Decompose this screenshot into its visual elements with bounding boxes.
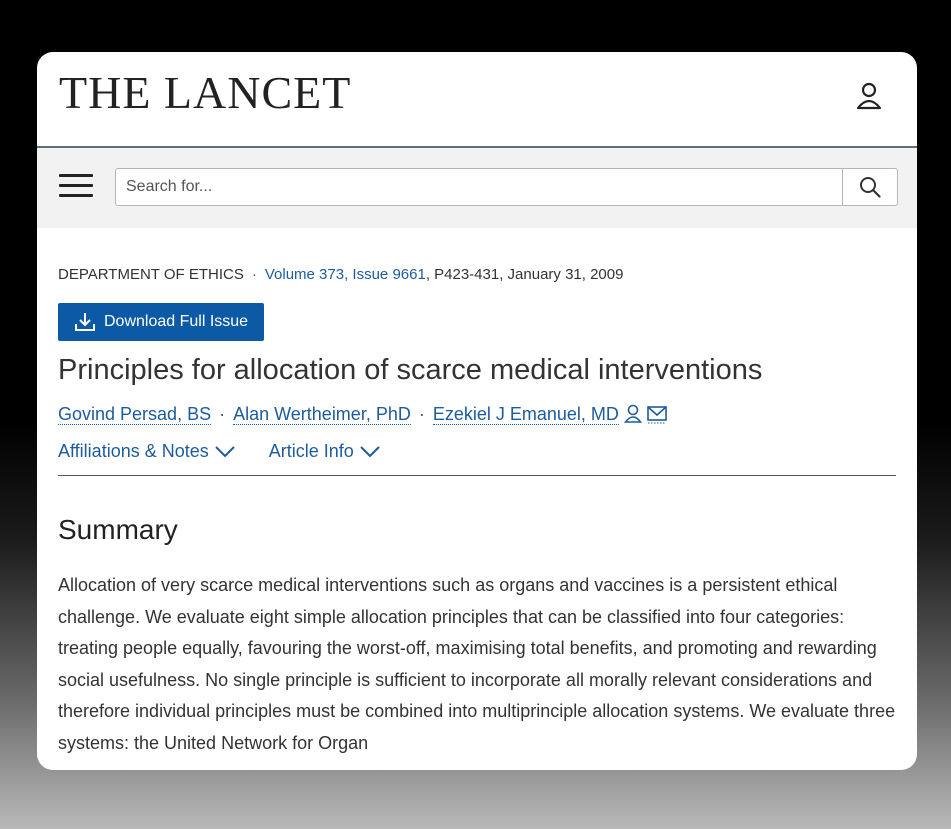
article-meta (58, 266, 896, 286)
author-link[interactable]: Alan Wertheimer, PhD (233, 403, 411, 424)
summary-text: Allocation of very scarce medical interventions such as organs and vaccines is a persistent ethical challenge. We evaluate eight simple allocation principles that can be classified into four categories: treating people equally, favouring the worst-off, maximising total benefits, and promoting and rewarding social usefulness. No single principle is sufficient to incorporate all morally relevant considerations and therefore individual principles must be combined into multiprinciple allocation systems. We evaluate three systems: the United Network for Organ (58, 575, 896, 753)
search-button[interactable] (842, 169, 897, 205)
meta-separator: · (251, 266, 257, 283)
tab-affiliations-notes[interactable] (58, 441, 235, 462)
tab-article-info[interactable] (269, 441, 380, 462)
author-link[interactable]: Govind Persad, BS (58, 403, 212, 424)
user-icon (855, 80, 883, 112)
article-tabs (58, 441, 896, 476)
volume-issue-link[interactable]: Volume 373, Issue 9661 (264, 266, 426, 283)
chevron-down-icon (215, 446, 235, 458)
download-full-issue-button[interactable] (58, 303, 264, 341)
tab-label: Article Info (268, 441, 354, 461)
author-link[interactable]: Ezekiel J Emanuel, MD (432, 403, 619, 424)
person-icon[interactable] (623, 403, 643, 425)
menu-button[interactable] (59, 174, 93, 200)
summary-heading: Summary (58, 514, 178, 545)
hamburger-icon (59, 174, 93, 197)
search-bar (37, 148, 917, 228)
brand-header (37, 52, 917, 148)
user-account-button[interactable] (855, 80, 883, 112)
chevron-down-icon (360, 446, 380, 458)
email-icon[interactable] (646, 404, 668, 424)
download-icon (74, 312, 96, 332)
author-list (58, 401, 896, 427)
page-card (37, 52, 917, 770)
search-box (115, 168, 898, 206)
tab-label: Affiliations & Notes (58, 441, 209, 461)
search-input[interactable] (116, 169, 836, 205)
lancet-logo[interactable]: THE LANCET (59, 67, 352, 118)
author-separator: · (418, 403, 425, 424)
section-label: DEPARTMENT OF ETHICS (58, 266, 244, 283)
article-content (37, 266, 917, 759)
author-separator: · (219, 403, 226, 424)
download-label: Download Full Issue (104, 313, 249, 330)
search-icon (859, 176, 881, 198)
article-title: Principles for allocation of scarce medical interventions (58, 354, 763, 386)
pages-date: , P423-431, January 31, 2009 (425, 266, 624, 283)
